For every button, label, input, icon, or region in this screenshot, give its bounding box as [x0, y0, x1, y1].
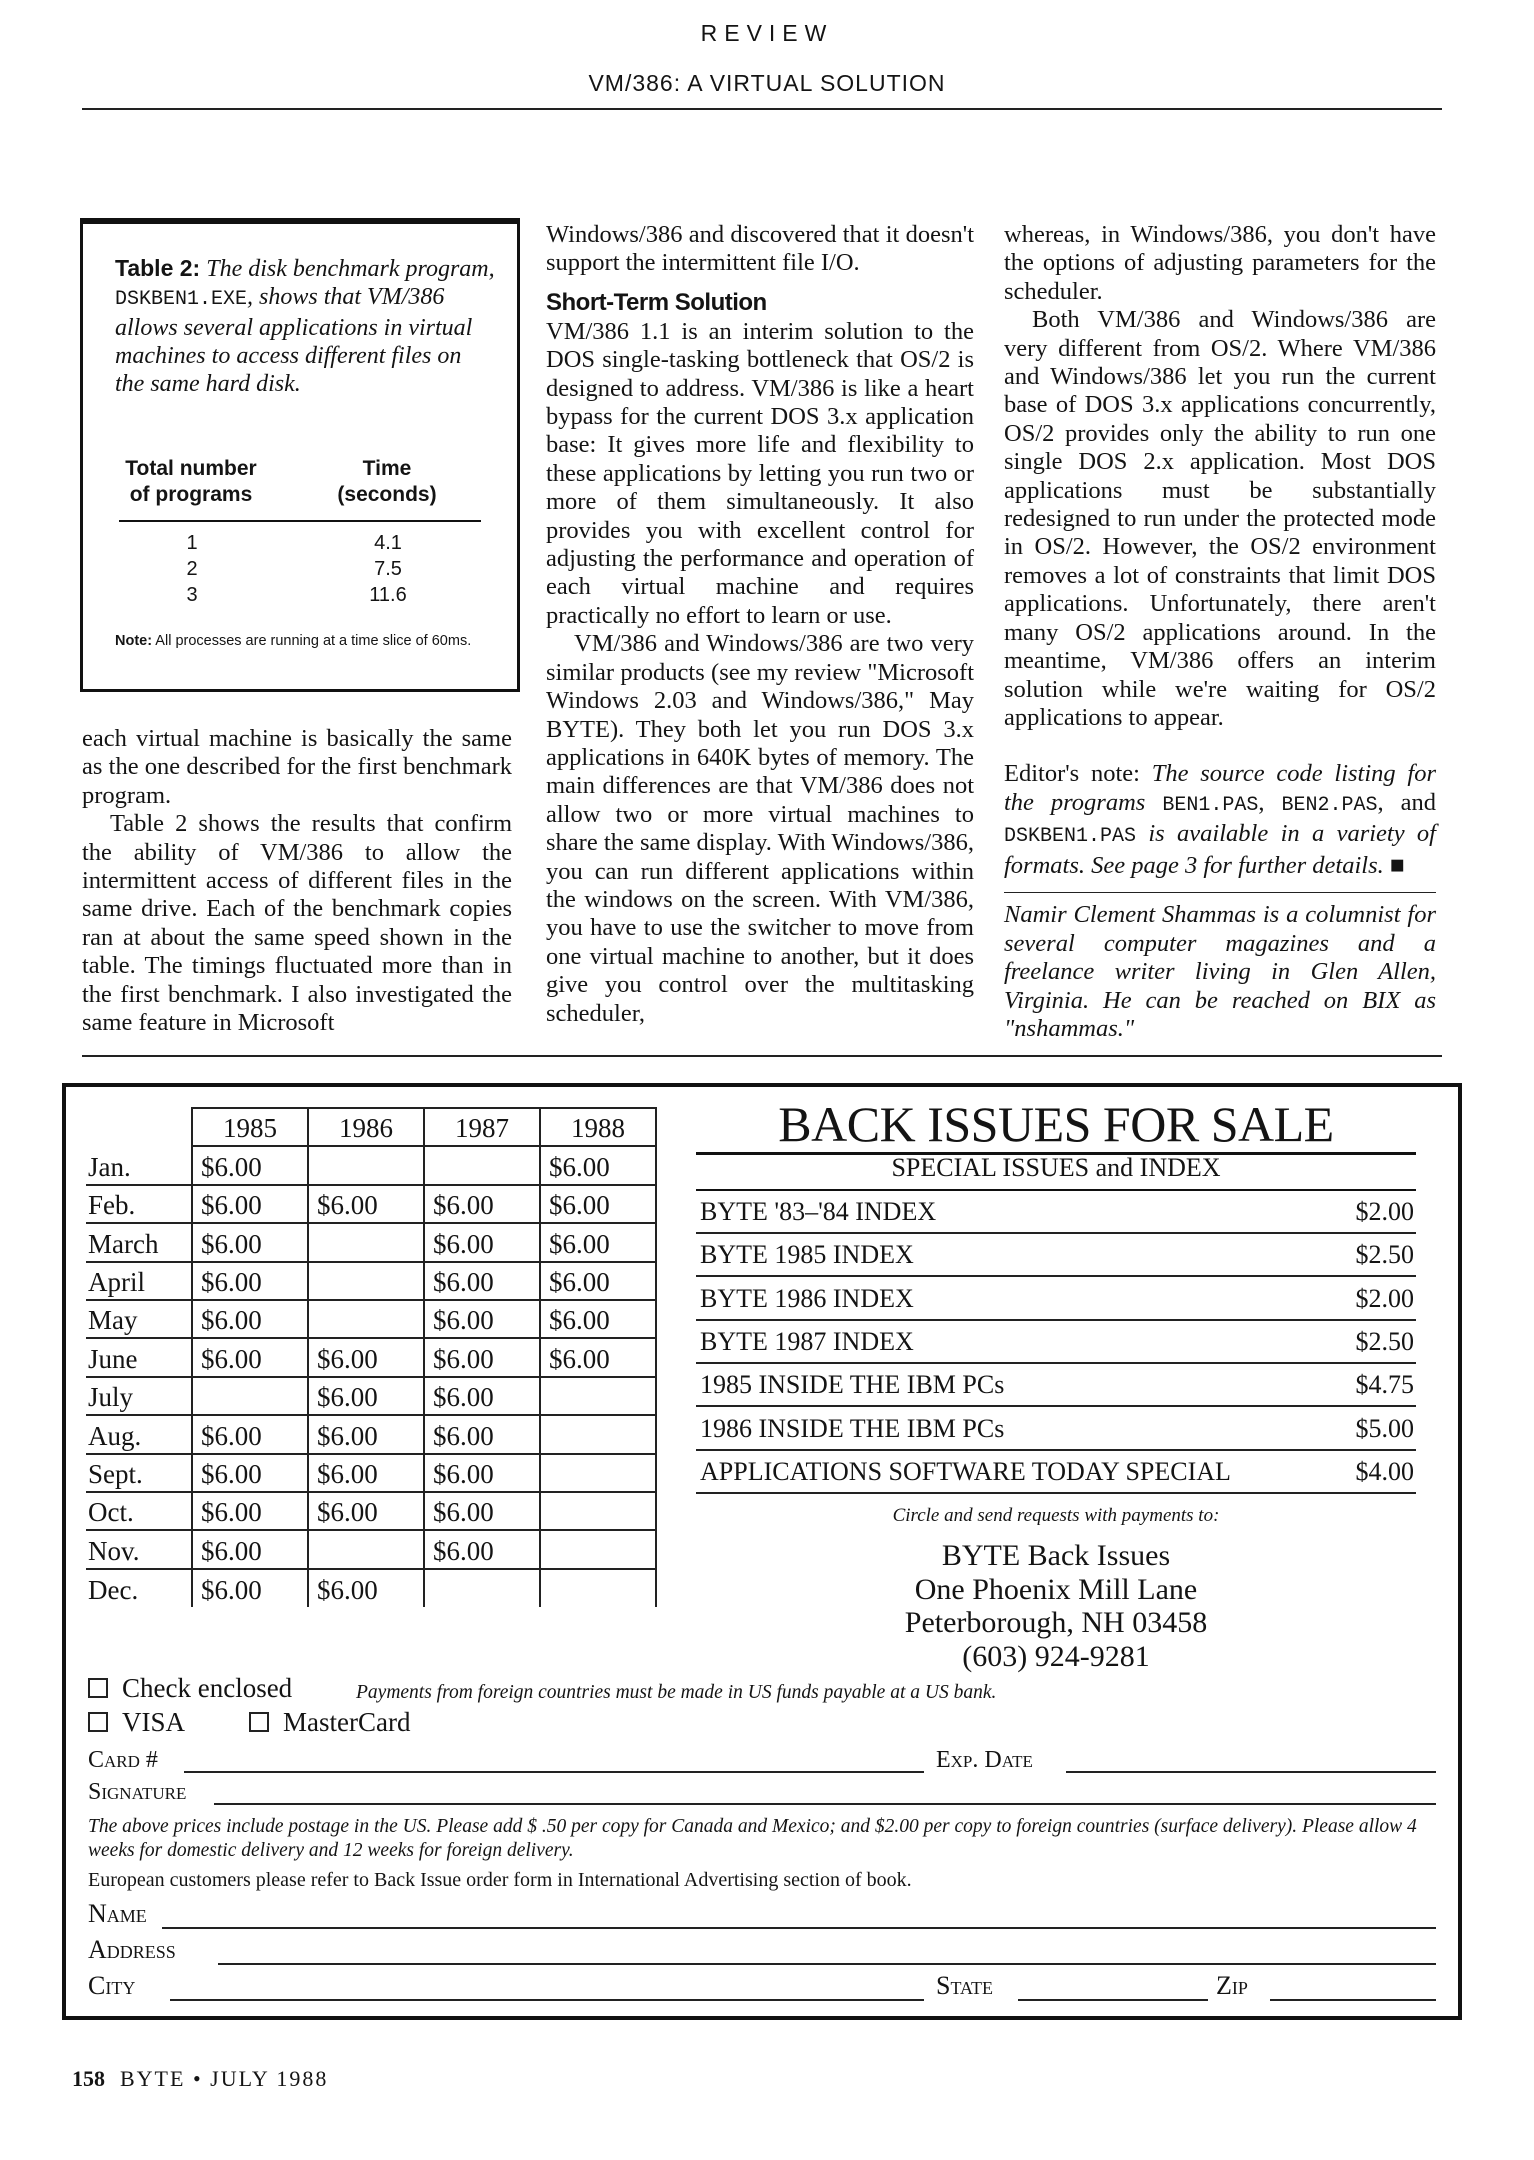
checkbox-icon[interactable] — [88, 1678, 108, 1698]
month-label: Jan. — [86, 1146, 192, 1184]
signature-label: Signature — [88, 1779, 187, 1805]
issue-price-cell[interactable]: $6.00 — [540, 1338, 656, 1376]
zip-field[interactable] — [1270, 1999, 1436, 2001]
special-issue-name: 1986 INSIDE THE IBM PCs — [700, 1413, 1005, 1443]
issue-price-cell[interactable]: $6.00 — [424, 1300, 540, 1338]
special-issue-row[interactable] — [696, 1321, 1416, 1364]
page-title: VM/386: A VIRTUAL SOLUTION — [588, 70, 946, 96]
special-issue-price: $5.00 — [1355, 1413, 1414, 1443]
issue-price-cell[interactable] — [308, 1146, 424, 1184]
price-grid-row — [86, 1146, 656, 1184]
special-issue-price: $2.00 — [1355, 1283, 1414, 1313]
page-footer — [72, 2066, 328, 2092]
ad-subtitle: SPECIAL ISSUES and INDEX — [891, 1153, 1221, 1182]
issue-price-cell[interactable]: $6.00 — [540, 1185, 656, 1223]
section-label: REVIEW — [700, 20, 834, 46]
month-label: March — [86, 1223, 192, 1261]
paragraph: each virtual machine is basically the same as the one described for the first benchmark program. — [82, 725, 512, 809]
back-issues-ad — [62, 1083, 1462, 2020]
issue-price-cell[interactable]: $6.00 — [424, 1415, 540, 1453]
european-note: European customers please refer to Back Issue order form in International Advertising section of book. — [88, 1869, 912, 1891]
month-label: Oct. — [86, 1492, 192, 1530]
article-column-3 — [1004, 221, 1436, 1043]
price-grid-row — [86, 1377, 656, 1415]
end-mark-icon: ■ — [1389, 851, 1405, 879]
month-label: June — [86, 1338, 192, 1376]
table-2-box — [80, 218, 520, 692]
page-number: 158 — [72, 2066, 105, 2091]
special-issue-price: $2.50 — [1355, 1326, 1414, 1356]
issue-price-cell[interactable]: $6.00 — [308, 1338, 424, 1376]
check-enclosed-option[interactable]: Check enclosed — [88, 1673, 292, 1704]
issue-price-cell[interactable]: $6.00 — [424, 1262, 540, 1300]
signature-field[interactable] — [214, 1803, 1436, 1805]
issue-price-cell[interactable] — [540, 1377, 656, 1415]
issue-price-cell[interactable] — [540, 1454, 656, 1492]
year-header: 1986 — [308, 1108, 424, 1146]
month-label: Dec. — [86, 1569, 192, 1607]
table-2-times: 4.1 7.5 11.6 — [369, 532, 407, 606]
article-column-1 — [82, 725, 512, 1037]
name-label: Name — [88, 1899, 147, 1928]
bio-rule — [1004, 892, 1436, 894]
issue-price-cell[interactable]: $6.00 — [308, 1415, 424, 1453]
price-grid-row — [86, 1415, 656, 1453]
table-2-divider — [119, 520, 481, 522]
special-issue-row[interactable] — [696, 1408, 1416, 1451]
ad-title: BACK ISSUES FOR SALE — [778, 1096, 1334, 1152]
month-label: May — [86, 1300, 192, 1338]
year-header: 1987 — [424, 1108, 540, 1146]
city-label: City — [88, 1971, 136, 2000]
section-heading: Short-Term Solution — [546, 288, 767, 316]
month-label: July — [86, 1377, 192, 1415]
month-label: April — [86, 1262, 192, 1300]
paragraph: whereas, in Windows/386, you don't have the options of adjusting parameters for the scheduler. — [1004, 221, 1436, 305]
table-2-caption: Table 2: The disk benchmark program, DSKBEN1.EXE, shows that VM/386 allows several applications in virtual machines to access different files on the same hard disk. — [115, 255, 495, 397]
issue-price-cell[interactable]: $6.00 — [308, 1185, 424, 1223]
paragraph: Table 2 shows the results that confirm the ability of VM/386 to allow the intermittent access of different files in the same drive. Each of the benchmark copies ran at about the same speed shown in the table. The timings fluctuated more than in the first benchmark. I also investigated the same feature in Microsoft — [82, 810, 512, 1037]
name-field[interactable] — [162, 1927, 1436, 1929]
special-issue-row[interactable] — [696, 1191, 1416, 1234]
mastercard-option[interactable]: MasterCard — [249, 1707, 410, 1738]
special-issue-name: BYTE 1985 INDEX — [700, 1240, 914, 1270]
ad-top-rule — [82, 1055, 1442, 1057]
price-grid-row — [86, 1492, 656, 1530]
issue-price-cell[interactable]: $6.00 — [308, 1569, 424, 1607]
issue-price-cell[interactable]: $6.00 — [192, 1185, 308, 1223]
foreign-payment-note: Payments from foreign countries must be made in US funds payable at a US bank. — [356, 1682, 997, 1703]
issue-price-cell[interactable] — [540, 1569, 656, 1607]
mailing-address: BYTE Back Issues One Phoenix Mill Lane Peterborough, NH 03458 (603) 924-9281 — [904, 1539, 1208, 1673]
price-grid-row — [86, 1300, 656, 1338]
address-field[interactable] — [218, 1963, 1436, 1965]
month-label: Feb. — [86, 1185, 192, 1223]
issue-price-cell[interactable]: $6.00 — [424, 1454, 540, 1492]
issue-price-cell[interactable]: $6.00 — [192, 1415, 308, 1453]
issue-price-cell[interactable] — [540, 1492, 656, 1530]
issue-price-cell[interactable]: $6.00 — [192, 1300, 308, 1338]
author-bio: Namir Clement Shammas is a columnist for several computer magazines and a freelance writer living in Glen Allen, Virginia. He can be reached on BIX as "nshammas." — [1004, 901, 1436, 1043]
issue-price-cell[interactable]: $6.00 — [424, 1338, 540, 1376]
price-grid-row — [86, 1185, 656, 1223]
table-2-note: Note: All processes are running at a time slice of 60ms. — [115, 633, 472, 649]
table-2-programs: 1 2 3 — [186, 532, 198, 606]
price-grid-row — [86, 1569, 656, 1607]
special-issue-name: 1985 INSIDE THE IBM PCs — [700, 1370, 1005, 1400]
price-grid-row — [86, 1223, 656, 1261]
visa-option[interactable]: VISA — [88, 1707, 185, 1738]
city-field[interactable] — [170, 1999, 924, 2001]
issue-price-cell[interactable]: $6.00 — [424, 1530, 540, 1568]
issue-price-cell[interactable] — [308, 1530, 424, 1568]
month-label: Sept. — [86, 1454, 192, 1492]
table-2-col2-header: Time (seconds) — [337, 457, 437, 506]
year-header: 1988 — [540, 1108, 656, 1146]
editors-note: Editor's note: The source code listing for the programs BEN1.PAS, BEN2.PAS, and DSKBEN1.PAS is available in a variety of formats. See page 3 for further details. ■ — [1004, 760, 1437, 879]
issue-price-cell[interactable] — [540, 1415, 656, 1453]
special-issue-price: $2.00 — [1355, 1197, 1414, 1226]
issue-price-cell[interactable]: $6.00 — [424, 1223, 540, 1261]
month-label: Aug. — [86, 1415, 192, 1453]
special-issue-name: APPLICATIONS SOFTWARE TODAY SPECIAL — [700, 1456, 1231, 1486]
issue-price-cell[interactable] — [308, 1262, 424, 1300]
issue-price-cell[interactable] — [424, 1146, 540, 1184]
special-issue-row[interactable] — [696, 1451, 1416, 1494]
exp-date-label: Exp. Date — [936, 1747, 1033, 1773]
paragraph: Both VM/386 and Windows/386 are very different from OS/2. Where VM/386 and Windows/386 let you run the current base of DOS 3.x applications concurrently, OS/2 provides only the ability to run one single DOS 2.x application. Most DOS applications must be substantially redesigned to run under the protected mode in OS/2. However, the OS/2 environment removes a lot of constraints that limit DOS applications. Unfortunately, there aren't many OS/2 applications around. In the meantime, VM/386 offers an interim solution while we're waiting for OS/2 applications to appear. — [1004, 306, 1436, 731]
back-issue-price-grid — [86, 1107, 657, 1607]
price-grid-row — [86, 1338, 656, 1376]
issue-price-cell[interactable]: $6.00 — [192, 1454, 308, 1492]
special-issue-row[interactable] — [696, 1278, 1416, 1321]
price-grid-row — [86, 1454, 656, 1492]
special-issue-name: BYTE '83–'84 INDEX — [700, 1197, 937, 1226]
circle-instruction: Circle and send requests with payments to: — [892, 1505, 1220, 1526]
state-field[interactable] — [1018, 1999, 1208, 2001]
issue-price-cell[interactable]: $6.00 — [308, 1377, 424, 1415]
paragraph: VM/386 and Windows/386 are two very similar products (see my review "Microsoft Windows 2.03 and Windows/386," May BYTE). They both let you run DOS 3.x applications in 640K bytes of memory. The main differences are that VM/386 does not allow two or more virtual machines to share the same display. With Windows/386, you can run different applications within the windows on the screen. With VM/386, you have to use the switcher to move from one virtual machine to another, but it does give you control over the multitasking scheduler, — [546, 630, 974, 1027]
issue-price-cell[interactable] — [540, 1530, 656, 1568]
article-column-2 — [546, 221, 974, 1028]
special-issue-price: $2.50 — [1355, 1240, 1414, 1270]
issue-price-cell[interactable]: $6.00 — [192, 1338, 308, 1376]
exp-date-field[interactable] — [1066, 1771, 1436, 1773]
issue-price-cell[interactable]: $6.00 — [540, 1300, 656, 1338]
issue-price-cell[interactable]: $6.00 — [540, 1223, 656, 1261]
special-issue-row[interactable] — [696, 1234, 1416, 1277]
issue-price-cell[interactable]: $6.00 — [540, 1262, 656, 1300]
price-grid-row — [86, 1530, 656, 1568]
state-label: State — [936, 1971, 994, 2000]
issue-price-cell[interactable]: $6.00 — [192, 1146, 308, 1184]
year-header: 1985 — [192, 1108, 308, 1146]
issue-price-cell[interactable] — [308, 1300, 424, 1338]
special-issue-name: BYTE 1986 INDEX — [700, 1283, 914, 1313]
paragraph: Windows/386 and discovered that it doesn't support the intermittent file I/O. — [546, 221, 974, 277]
month-label: Nov. — [86, 1530, 192, 1568]
checkbox-icon[interactable] — [88, 1712, 108, 1732]
paragraph: VM/386 1.1 is an interim solution to the DOS single-tasking bottleneck that OS/2 is designed to address. VM/386 is like a heart bypass for the current DOS 3.x application base: It gives more life and flexibility to these applications by letting you run two or more of them simultaneously. It also provides you with excellent control for adjusting the performance and operation of each virtual machine and requires practically no effort to learn or use. — [546, 317, 974, 629]
checkbox-icon[interactable] — [249, 1712, 269, 1732]
issue-price-cell[interactable]: $6.00 — [308, 1492, 424, 1530]
address-label: Address — [88, 1935, 176, 1964]
issue-price-cell[interactable] — [424, 1569, 540, 1607]
issue-price-cell[interactable]: $6.00 — [424, 1492, 540, 1530]
special-issue-name: BYTE 1987 INDEX — [700, 1326, 914, 1356]
issue-price-cell[interactable]: $6.00 — [192, 1262, 308, 1300]
zip-label: Zip — [1216, 1971, 1248, 2000]
magazine-issue: BYTE • JULY 1988 — [120, 2066, 329, 2091]
issue-price-cell[interactable]: $6.00 — [540, 1146, 656, 1184]
issue-price-cell[interactable]: $6.00 — [192, 1223, 308, 1261]
price-grid-row — [86, 1262, 656, 1300]
special-issue-price: $4.75 — [1355, 1370, 1414, 1400]
issue-price-cell[interactable]: $6.00 — [424, 1377, 540, 1415]
issue-price-cell[interactable]: $6.00 — [192, 1569, 308, 1607]
card-number-label: Card # — [88, 1747, 158, 1773]
issue-price-cell[interactable]: $6.00 — [192, 1492, 308, 1530]
card-number-field[interactable] — [184, 1771, 924, 1773]
header-rule — [82, 108, 1442, 110]
special-issue-row[interactable] — [696, 1364, 1416, 1407]
postage-note: The above prices include postage in the US. Please add $ .50 per copy for Canada and Mexico; and $2.00 per copy to foreign countries (surface delivery). Please allow 4 weeks for domestic delivery and 12 weeks for foreign delivery. — [88, 1816, 1417, 1861]
issue-price-cell[interactable]: $6.00 — [424, 1185, 540, 1223]
issue-price-cell[interactable]: $6.00 — [192, 1530, 308, 1568]
special-issue-price: $4.00 — [1355, 1456, 1414, 1486]
table-2-col1-header: Total number of programs — [125, 457, 257, 506]
issue-price-cell[interactable]: $6.00 — [308, 1454, 424, 1492]
issue-price-cell[interactable] — [308, 1223, 424, 1261]
issue-price-cell[interactable] — [192, 1377, 308, 1415]
